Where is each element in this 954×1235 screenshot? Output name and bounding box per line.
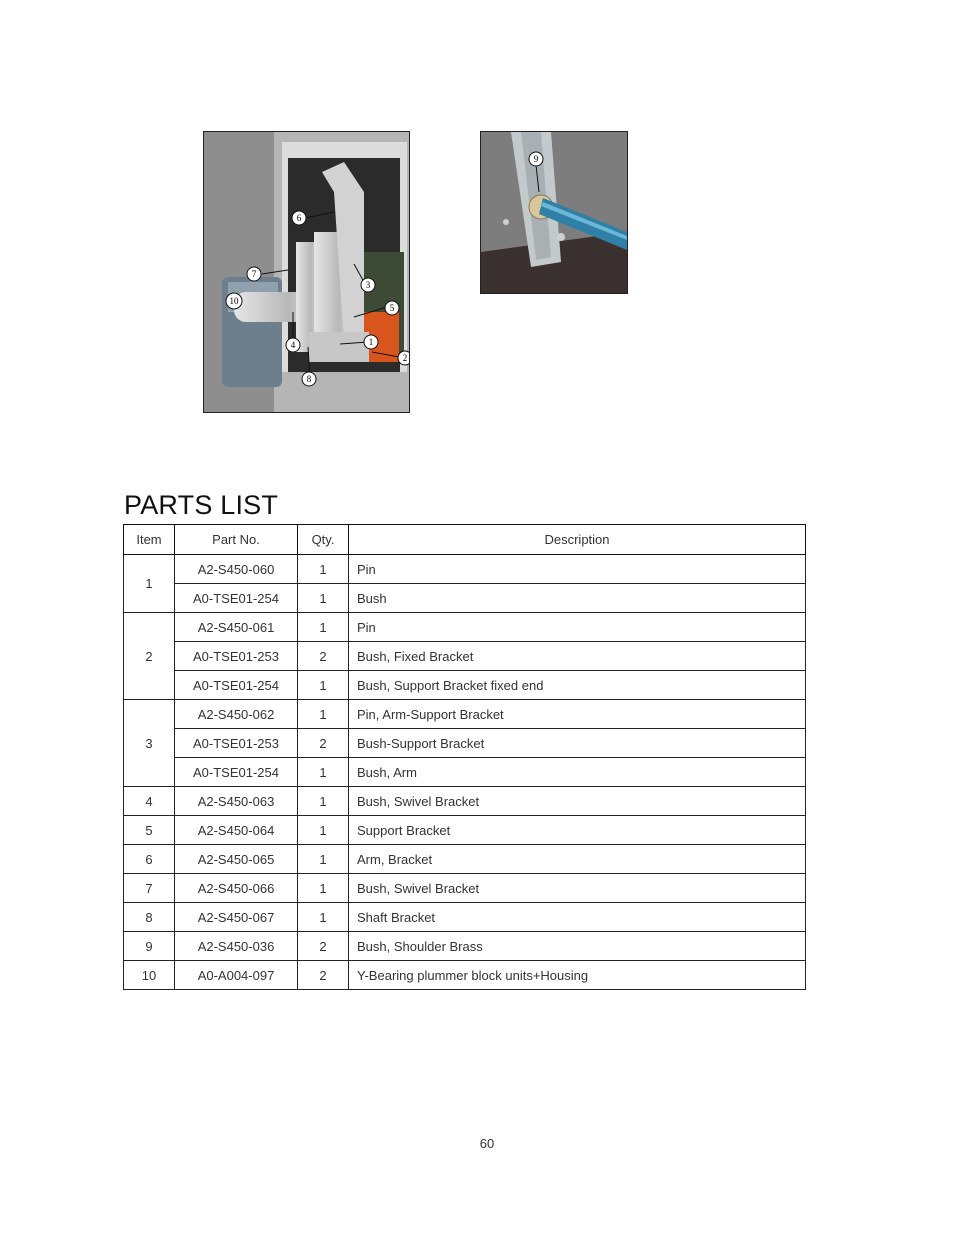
cell-description: Shaft Bracket [349, 903, 806, 932]
table-row [124, 903, 806, 932]
cell-description: Bush, Fixed Bracket [349, 642, 806, 671]
cell-item: 8 [124, 903, 175, 932]
cell-part-no: A2-S450-036 [175, 932, 298, 961]
table-row [124, 700, 806, 729]
cell-qty: 1 [298, 816, 349, 845]
cell-part-no: A0-A004-097 [175, 961, 298, 990]
cell-item: 6 [124, 845, 175, 874]
table-header-row [124, 525, 806, 555]
cell-qty: 1 [298, 758, 349, 787]
parts-table [123, 524, 806, 990]
cell-part-no: A2-S450-061 [175, 613, 298, 642]
cell-qty: 1 [298, 787, 349, 816]
cell-qty: 1 [298, 700, 349, 729]
cell-item: 4 [124, 787, 175, 816]
page-number: 60 [479, 1136, 495, 1151]
parts-list-title: PARTS LIST [124, 490, 279, 520]
table-row [124, 758, 806, 787]
table-row [124, 816, 806, 845]
cell-description: Bush [349, 584, 806, 613]
cell-qty: 1 [298, 845, 349, 874]
cell-description: Bush-Support Bracket [349, 729, 806, 758]
cell-qty: 1 [298, 874, 349, 903]
cell-item: 5 [124, 816, 175, 845]
table-row [124, 874, 806, 903]
callout-2: 2 [402, 353, 408, 363]
header-description: Description [349, 525, 806, 555]
cell-item: 10 [124, 961, 175, 990]
header-qty: Qty. [298, 525, 349, 555]
cell-item: 3 [124, 700, 175, 787]
cell-part-no: A0-TSE01-254 [175, 758, 298, 787]
cell-description: Bush, Swivel Bracket [349, 787, 806, 816]
cell-item: 7 [124, 874, 175, 903]
callout-8: 8 [306, 374, 312, 384]
table-row [124, 555, 806, 584]
cell-qty: 1 [298, 903, 349, 932]
parts-table-body [124, 555, 806, 990]
cell-part-no: A0-TSE01-254 [175, 671, 298, 700]
table-row [124, 787, 806, 816]
cell-qty: 1 [298, 555, 349, 584]
cell-qty: 2 [298, 932, 349, 961]
cell-qty: 1 [298, 584, 349, 613]
cell-item: 2 [124, 613, 175, 700]
callout-3: 3 [365, 280, 371, 290]
cell-qty: 1 [298, 613, 349, 642]
cell-description: Bush, Support Bracket fixed end [349, 671, 806, 700]
callout-4: 4 [290, 340, 296, 350]
cell-part-no: A2-S450-062 [175, 700, 298, 729]
header-part-no: Part No. [175, 525, 298, 555]
cell-part-no: A2-S450-063 [175, 787, 298, 816]
cell-description: Bush, Swivel Bracket [349, 874, 806, 903]
detail-illustration [481, 132, 627, 293]
cell-item: 1 [124, 555, 175, 613]
assembly-photo [203, 131, 410, 413]
callout-9: 9 [533, 154, 539, 164]
cell-part-no: A0-TSE01-254 [175, 584, 298, 613]
table-row [124, 845, 806, 874]
cell-description: Bush, Arm [349, 758, 806, 787]
cell-description: Pin, Arm-Support Bracket [349, 700, 806, 729]
cell-qty: 1 [298, 671, 349, 700]
cell-part-no: A2-S450-066 [175, 874, 298, 903]
callout-6: 6 [296, 213, 302, 223]
table-row [124, 584, 806, 613]
table-row [124, 932, 806, 961]
cell-description: Pin [349, 613, 806, 642]
cell-part-no: A0-TSE01-253 [175, 729, 298, 758]
detail-photo [480, 131, 628, 294]
cell-part-no: A2-S450-067 [175, 903, 298, 932]
cell-description: Support Bracket [349, 816, 806, 845]
table-row [124, 613, 806, 642]
table-row [124, 961, 806, 990]
callout-1: 1 [368, 337, 374, 347]
callout-5: 5 [389, 303, 395, 313]
assembly-illustration [204, 132, 409, 412]
callout-7: 7 [251, 269, 257, 279]
table-row [124, 642, 806, 671]
cell-description: Arm, Bracket [349, 845, 806, 874]
cell-part-no: A2-S450-064 [175, 816, 298, 845]
table-row [124, 671, 806, 700]
cell-qty: 2 [298, 729, 349, 758]
cell-part-no: A0-TSE01-253 [175, 642, 298, 671]
cell-description: Pin [349, 555, 806, 584]
callout-10: 10 [229, 296, 239, 306]
cell-part-no: A2-S450-060 [175, 555, 298, 584]
table-row [124, 729, 806, 758]
header-item: Item [124, 525, 175, 555]
cell-part-no: A2-S450-065 [175, 845, 298, 874]
cell-item: 9 [124, 932, 175, 961]
cell-description: Y-Bearing plummer block units+Housing [349, 961, 806, 990]
cell-description: Bush, Shoulder Brass [349, 932, 806, 961]
cell-qty: 2 [298, 961, 349, 990]
cell-qty: 2 [298, 642, 349, 671]
